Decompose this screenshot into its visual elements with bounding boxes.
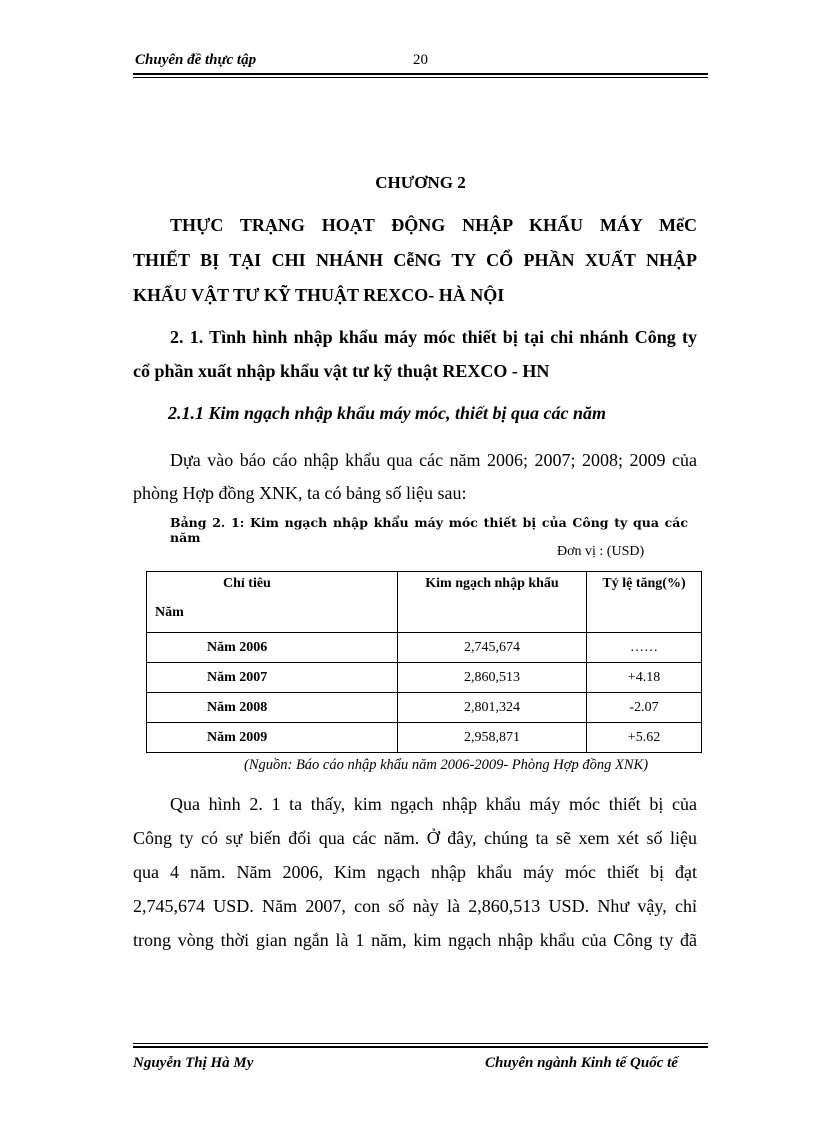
table-row [147, 693, 702, 723]
table-caption: Bảng 2. 1: Kim ngạch nhập khẩu máy móc thiết bị của Công ty qua các năm [170, 515, 688, 545]
import-turnover-table [146, 571, 702, 753]
row-rate: …… [587, 633, 702, 663]
footer-author: Nguyễn Thị Hà My [133, 1055, 254, 1071]
section-heading-line-2: cổ phần xuất nhập khẩu vật tư kỹ thuật REXCO - HN [133, 361, 550, 381]
row-value: 2,860,513 [398, 663, 587, 693]
body-line-4: 2,745,674 USD. Năm 2007, con số này là 2,860,513 USD. Như vậy, chỉ [133, 896, 697, 916]
body-line-1: Qua hình 2. 1 ta thấy, kim ngạch nhập khẩu máy móc thiết bị của [170, 794, 697, 814]
header-rate-label: Tỷ lệ tăng(%) [602, 576, 686, 591]
row-year: Năm 2006 [147, 633, 398, 663]
table-unit: Đơn vị : (USD) [557, 544, 645, 559]
footer-rule-thick [133, 1046, 708, 1048]
page-number: 20 [413, 52, 428, 68]
header-rule-thin [133, 77, 708, 78]
header-rule-thick [133, 73, 708, 75]
table-source: (Nguồn: Báo cáo nhập khẩu năm 2006-2009- Phòng Hợp đồng XNK) [244, 757, 649, 773]
section-heading-line-1: 2. 1. Tình hình nhập khẩu máy móc thiết bị tại chi nhánh Công ty [170, 327, 697, 347]
intro-line-1: Dựa vào báo cáo nhập khẩu qua các năm 2006; 2007; 2008; 2009 của [170, 450, 697, 470]
header-turnover-cell [398, 572, 587, 633]
row-year: Năm 2007 [147, 663, 398, 693]
row-value: 2,958,871 [398, 723, 587, 753]
body-line-2: Công ty có sự biến đổi qua các năm. Ở đây, chúng ta sẽ xem xét số liệu [133, 828, 697, 848]
chapter-title-line-3: KHẨU VẬT TƯ KỸ THUẬT REXCO- HÀ NỘI [133, 285, 505, 305]
row-year: Năm 2009 [147, 723, 398, 753]
header-diagonal-cell [147, 572, 398, 633]
chapter-label: CHƯƠNG 2 [375, 173, 466, 192]
table-row [147, 633, 702, 663]
row-rate: +4.18 [587, 663, 702, 693]
header-turnover-label: Kim ngạch nhập khẩu [425, 576, 559, 591]
header-year-label: Năm [155, 605, 184, 620]
row-value: 2,745,674 [398, 633, 587, 663]
footer-rule-thin [133, 1043, 708, 1044]
table-row [147, 723, 702, 753]
body-line-3: qua 4 năm. Năm 2006, Kim ngạch nhập khẩu máy móc thiết bị đạt [133, 862, 697, 882]
chapter-title-line-2: THIẾT BỊ TẠI CHI NHÁNH CễNG TY CỔ PHẦN XUẤT NHẬP [133, 250, 697, 270]
table-row [147, 663, 702, 693]
row-rate: -2.07 [587, 693, 702, 723]
footer-major: Chuyên ngành Kinh tế Quốc tế [485, 1055, 678, 1071]
intro-line-2: phòng Hợp đồng XNK, ta có bảng số liệu sau: [133, 483, 467, 503]
chapter-title-line-1: THỰC TRẠNG HOẠT ĐỘNG NHẬP KHẨU MÁY MểC [170, 215, 697, 235]
table-header-row [147, 572, 702, 633]
row-year: Năm 2008 [147, 693, 398, 723]
header-title: Chuyên đề thực tập [135, 52, 257, 68]
row-value: 2,801,324 [398, 693, 587, 723]
row-rate: +5.62 [587, 723, 702, 753]
body-line-5: trong vòng thời gian ngắn là 1 năm, kim ngạch nhập khẩu của Công ty đã [133, 930, 697, 950]
header-indicator-label: Chỉ tiêu [223, 576, 271, 591]
subsection-heading: 2.1.1 Kim ngạch nhập khẩu máy móc, thiết bị qua các năm [168, 403, 607, 423]
header-rate-cell [587, 572, 702, 633]
